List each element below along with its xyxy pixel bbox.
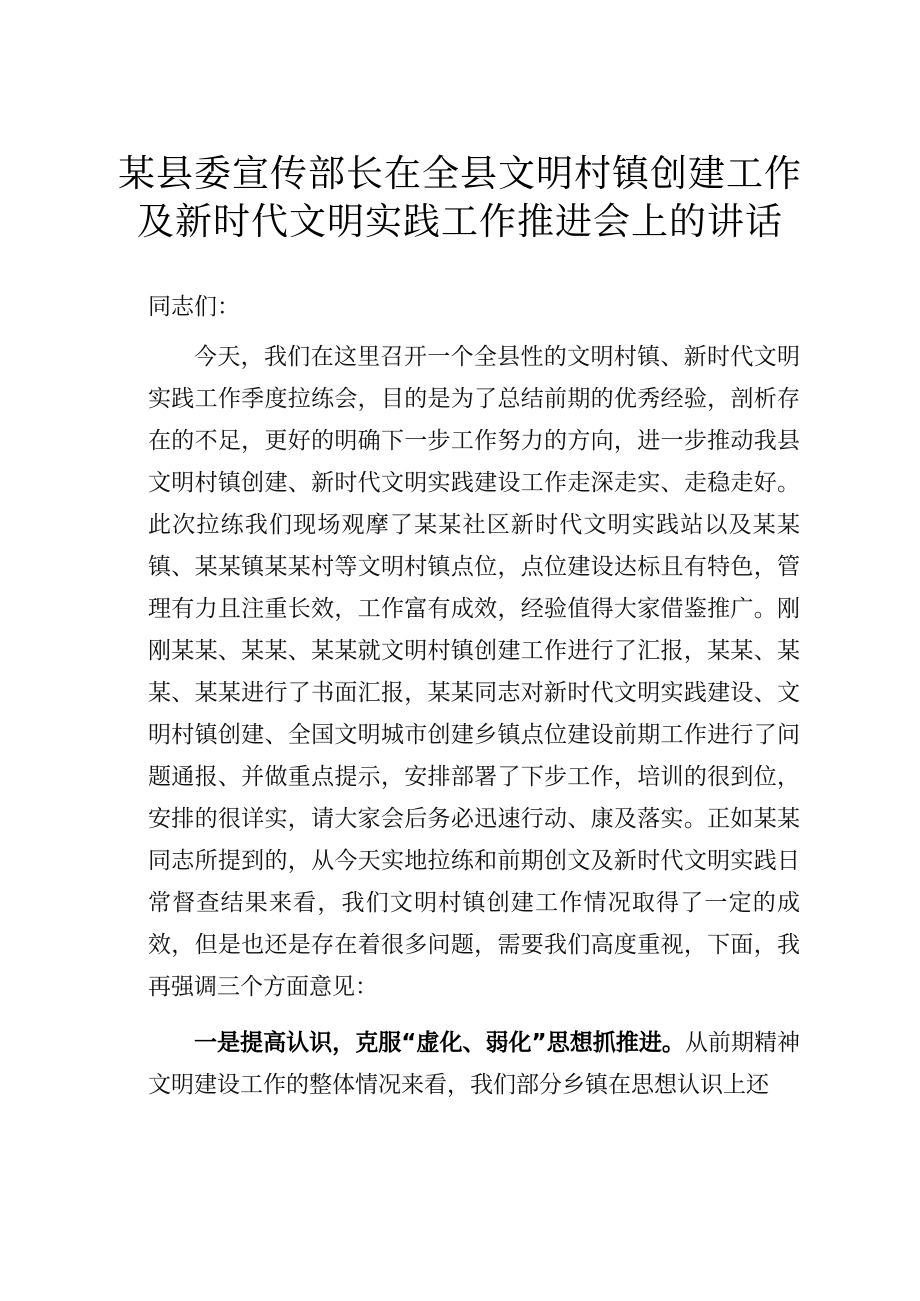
document-title [0,150,920,246]
title-line-2: 及新时代文明实践工作推进会上的讲话 [137,200,783,243]
paragraph-1: 今天，我们在这里召开一个全县性的文明村镇、新时代文明实践工作季度拉练会，目的是为了总结前期的优秀经验，剖析存在的不足，更好的明确下一步工作努力的方向，进一步推动我县文明村镇创建、新时代文明实践建设工作走深走实、走稳走好。此次拉练我们现场观摩了某某社区新时代文明实践站以及某某镇、某某镇某某村等文明村镇点位，点位建设达标且有特色，管理有力且注重长效，工作富有成效，经验值得大家借鉴推广。刚刚某某、某某、某某就文明村镇创建工作进行了汇报，某某、某某、某某进行了书面汇报，某某同志对新时代文明实践建设、文明村镇创建、全国文明城市创建乡镇点位建设前期工作进行了问题通报、并做重点提示，安排部署了下步工作，培训的很到位，安排的很详实，请大家会后务必迅速行动、康及落实。正如某某同志所提到的，从今天实地拉练和前期创文及新时代文明实践日常督查结果来看，我们文明村镇创建工作情况取得了一定的成效，但是也还是存在着很多问题，需要我们高度重视，下面，我再强调三个方面意见： [148,344,800,1000]
paragraph-2 [148,1022,800,1106]
paragraph-2-lead: 一是提高认识，克服“虚化、弱化”思想抓推进。 [194,1030,685,1056]
paragraph-2-text: 从前期精神文明建设工作的整体情况来看，我们部分乡镇在思想认识上还 [148,1030,801,1098]
title-line-1: 某县委宣传部长在全县文明村镇创建工作 [118,152,802,195]
salutation: 同志们： [148,294,240,320]
